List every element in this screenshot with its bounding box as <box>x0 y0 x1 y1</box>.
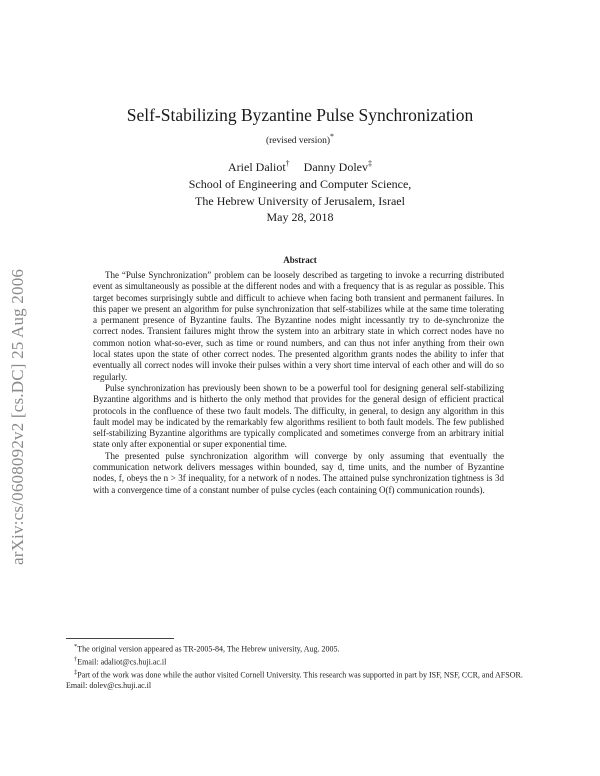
abstract-heading: Abstract <box>283 255 317 265</box>
footnote-item <box>66 655 536 668</box>
footnote-mark: * <box>74 643 78 650</box>
footnote-text: Email: adaliot@cs.huji.ac.il <box>77 657 167 667</box>
author-names <box>0 155 600 176</box>
footnote-mark: † <box>74 655 78 663</box>
footnote-text: The original version appeared as TR-2005-84, The Hebrew university, Aug. 2005. <box>77 644 340 654</box>
author-block <box>0 155 600 210</box>
subtitle-footnote-mark: * <box>330 132 335 141</box>
footnote-item <box>66 642 536 655</box>
footnote-divider <box>66 638 174 639</box>
arxiv-side-banner: arXiv:cs/0608092v2 [cs.DC] 25 Aug 2006 <box>8 268 27 565</box>
footnote-text: Part of the work was done while the author visited Cornell University. This research was supported in part by ISF, NSF, CCR, and AFSOR. Email: dolev@cs.huji.ac.il <box>66 670 523 690</box>
abstract-body <box>93 270 504 496</box>
affiliation-line-2: The Hebrew University of Jerusalem, Israel <box>195 194 405 208</box>
subtitle-text: (revised version) <box>265 136 331 147</box>
paper-date: May 28, 2018 <box>266 210 334 224</box>
abstract-paragraph: Pulse synchronization has previously been shown to be a powerful tool for designing general self-stabilizing Byzantine algorithms and is hitherto the only method that provides for the general design of efficient practical protocols in the confluence of these two fault models. The difficulty, in general, to design any algorithm in this fault model may be indicated by the remarkably few algorithms resilient to both fault models. The few published self-stabilizing Byzantine algorithms are typically complicated and sometimes converge from an arbitrary initial state only after exponential or super exponential time. <box>93 382 504 450</box>
author-dolev: Danny Dolev <box>303 160 368 174</box>
abstract-paragraph: The presented pulse synchronization algorithm will converge by only assuming that eventually the communication network delivers messages within bounded, say d, time units, and the number of Byzantine nodes, f, obeys the n > 3f inequality, for a network of n nodes. The attained pulse synchronization tightness is 3d with a convergence time of a constant number of pulse cycles (each containing O(f) communication rounds). <box>93 450 504 495</box>
paper-subtitle <box>0 132 600 146</box>
footnotes <box>66 642 536 691</box>
footnote-item <box>66 668 536 691</box>
author-dolev-mark: ‡ <box>367 159 372 168</box>
author-daliot-mark: † <box>285 159 290 168</box>
abstract-paragraph: The “Pulse Synchronization” problem can be loosely described as targeting to invoke a recurring distributed event as simultaneously as possible at the different nodes and with a frequency that is as regular as possible. This target becomes surprisingly subtle and difficult to achieve when facing both transient and permanent failures. In this paper we present an algorithm for pulse synchronization that self-stabilizes while at the same time tolerating a permanent presence of Byzantine faults. The Byzantine nodes might incessantly try to de-synchronize the correct nodes. Transient failures might throw the system into an arbitrary state in which correct nodes have no common notion what-so-ever, such as time or round numbers, and can thus not infer anything from their own local states upon the state of other correct nodes. The presented algorithm grants nodes the ability to infer that eventually all correct nodes will invoke their pulses within a very short time interval of each other and will do so regularly. <box>93 270 504 382</box>
author-daliot: Ariel Daliot <box>228 160 286 174</box>
footnote-mark: ‡ <box>74 668 78 676</box>
paper-title: Self-Stabilizing Byzantine Pulse Synchronization <box>126 105 474 125</box>
affiliation-line-1: School of Engineering and Computer Science, <box>188 177 412 191</box>
